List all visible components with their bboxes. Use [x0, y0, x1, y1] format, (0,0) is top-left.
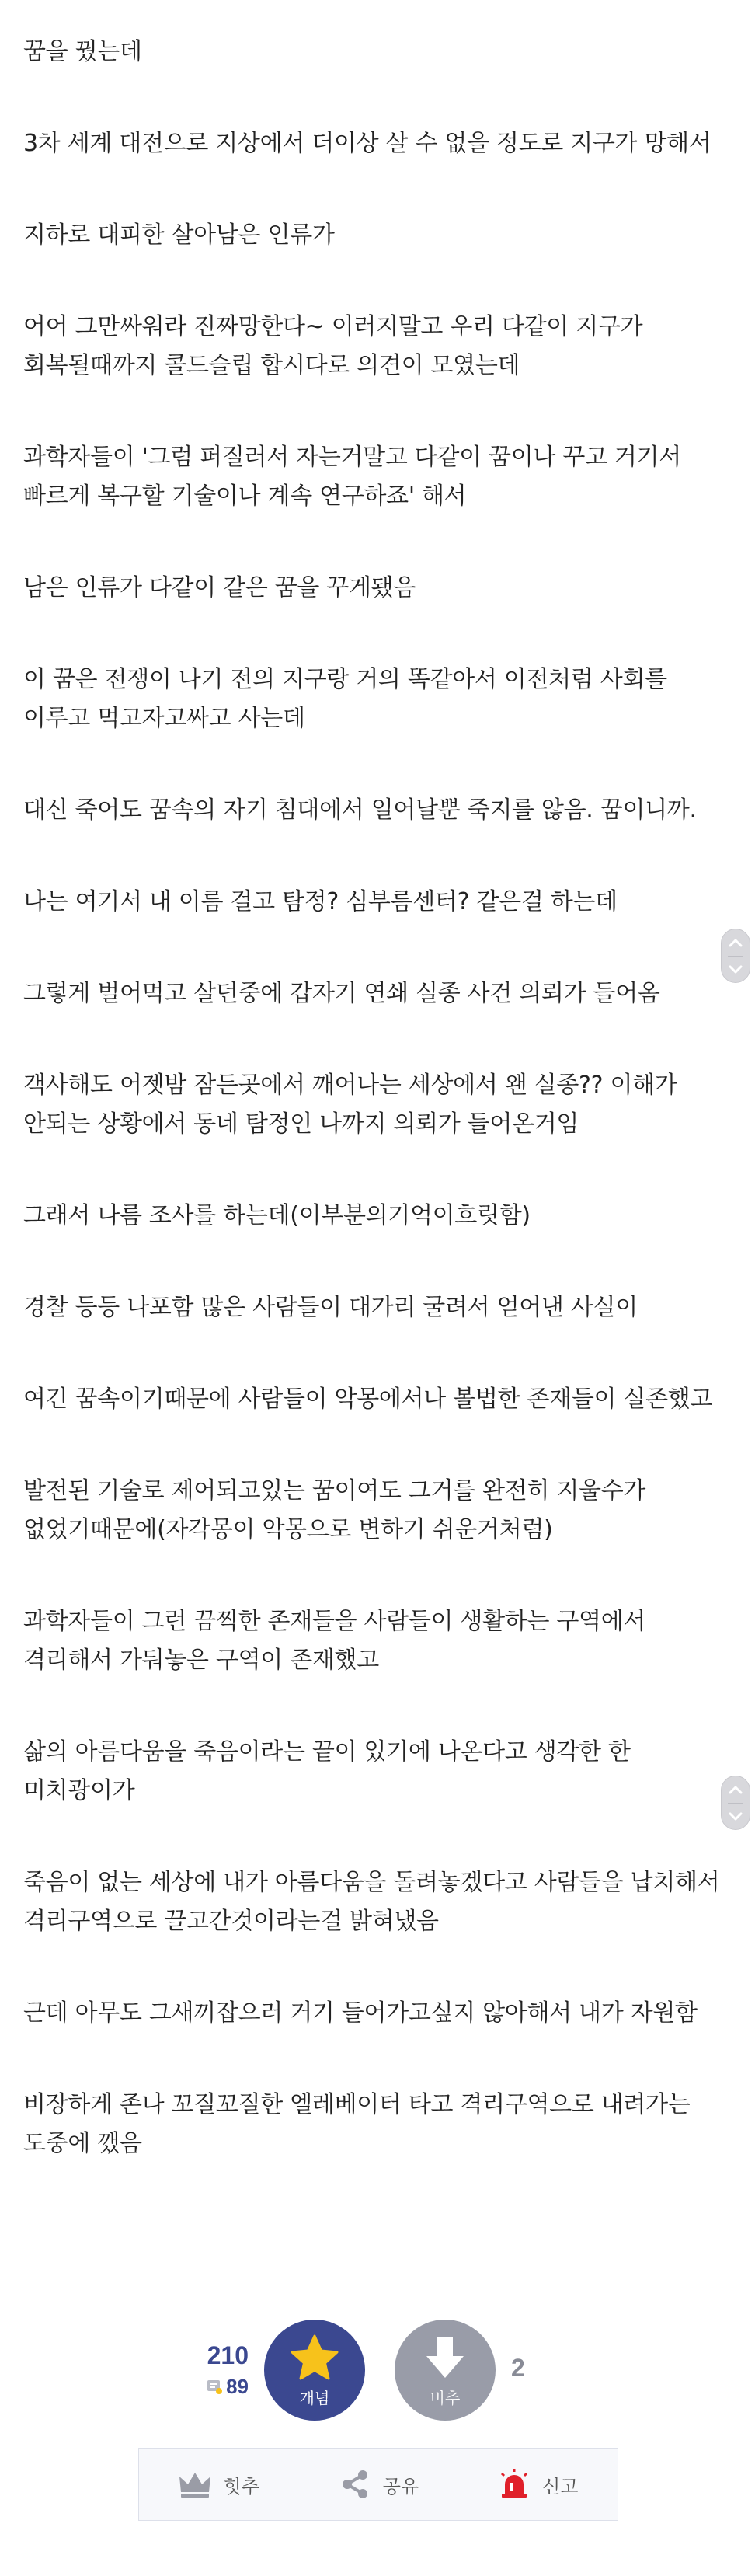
fixed-upvote-count: 89 [226, 2374, 249, 2398]
post-paragraph: 객사해도 어젯밤 잠든곳에서 깨어나는 세상에서 왠 실종?? 이해가 안되는 상황에서 동네 탐정인 나까지 의뢰가 들어온거임 [23, 1072, 677, 1138]
post-paragraph: 삶의 아름다움을 죽음이라는 끝이 있기에 나온다고 생각한 한 미치광이가 [23, 1738, 631, 1804]
hit-recommend-button[interactable] [178, 2469, 259, 2500]
downvote-button[interactable] [395, 2320, 496, 2421]
post-body [23, 33, 730, 2216]
post-paragraph: 어어 그만싸워라 진짜망한다~ 이러지말고 우리 다같이 지구가 회복될때까지 콜드슬립 합시다로 의견이 모였는데 [23, 313, 643, 379]
post-paragraph: 대신 죽어도 꿈속의 자기 침대에서 일어날뿐 죽지를 않음. 꿈이니까. [23, 797, 697, 824]
post-paragraph: 여긴 꿈속이기때문에 사람들이 악몽에서나 볼법한 존재들이 실존했고 [23, 1386, 713, 1413]
chevron-up-icon[interactable] [725, 933, 746, 953]
fixed-upvote [190, 2374, 249, 2399]
scroll-up-down-button[interactable] [721, 1776, 750, 1830]
post-paragraph: 발전된 기술로 제어되고있는 꿈이여도 그거를 완전히 지울수가 없었기때문에(자각몽이 악몽으로 변하기 쉬운거처럼) [23, 1477, 646, 1543]
post-action-bar [138, 2448, 618, 2521]
post-paragraph: 과학자들이 그런 끔찍한 존재들을 사람들이 생활하는 구역에서 격리해서 가둬놓은 구역이 존재했고 [23, 1608, 646, 1674]
post-paragraph: 죽음이 없는 세상에 내가 아름다움을 돌려놓겠다고 사람들을 납치해서 격리구역으로 끌고간것이라는걸 밝혀냈음 [23, 1869, 720, 1935]
post-paragraph: 그래서 나름 조사를 하는데(이부분의기억이흐릿함) [23, 1202, 531, 1229]
report-button[interactable] [497, 2469, 578, 2500]
scroll-up-down-button[interactable] [721, 929, 750, 983]
post-paragraph: 근데 아무도 그새끼잡으러 거기 들어가고싶지 않아해서 내가 자원함 [23, 1999, 698, 2027]
upvote-button[interactable] [264, 2320, 365, 2421]
post-paragraph: 이 꿈은 전쟁이 나기 전의 지구랑 거의 똑같아서 이전처럼 사회를 이루고 먹고자고싸고 사는데 [23, 666, 667, 732]
downvote-count: 2 [511, 2354, 525, 2382]
down-arrow-icon [420, 2333, 470, 2383]
post-paragraph: 비장하게 존나 꼬질꼬질한 엘레베이터 타고 격리구역으로 내려가는 도중에 깼음 [23, 2091, 691, 2157]
post-paragraph: 꿈을 꿨는데 [23, 38, 142, 65]
hit-recommend-label: 힛추 [223, 2475, 259, 2498]
post-paragraph: 그렇게 벌어먹고 살던중에 갑자기 연쇄 실종 사건 의뢰가 들어옴 [23, 980, 660, 1007]
upvote-label: 개념 [299, 2388, 330, 2407]
downvote-label: 비추 [430, 2388, 461, 2407]
post-paragraph: 과학자들이 '그럼 퍼질러서 자는거말고 다같이 꿈이나 꾸고 거기서 빠르게 복구할 기술이나 계속 연구하죠' 해서 [23, 444, 681, 510]
post-paragraph: 남은 인류가 다같이 같은 꿈을 꾸게됐음 [23, 574, 416, 601]
chevron-up-icon[interactable] [725, 1780, 746, 1800]
chevron-down-icon[interactable] [725, 959, 746, 979]
vote-area [186, 2320, 575, 2421]
post-paragraph: 3차 세계 대전으로 지상에서 더이상 살 수 없을 정도로 지구가 망해서 [23, 130, 712, 157]
post-paragraph: 지하로 대피한 살아남은 인류가 [23, 221, 335, 249]
share-icon [338, 2469, 372, 2500]
upvote-count: 210 [207, 2341, 249, 2369]
share-button[interactable] [338, 2469, 419, 2500]
share-label: 공유 [382, 2475, 419, 2498]
star-icon [290, 2333, 339, 2383]
report-label: 신고 [542, 2475, 579, 2498]
scroll-divider [728, 956, 743, 957]
scroll-divider [728, 1803, 743, 1804]
post-paragraph: 경찰 등등 나포함 많은 사람들이 대가리 굴려서 얻어낸 사실이 [23, 1294, 638, 1321]
chevron-down-icon[interactable] [725, 1806, 746, 1826]
siren-icon [497, 2469, 531, 2500]
fixed-comment-icon [206, 2378, 223, 2395]
crown-icon [178, 2469, 212, 2500]
post-paragraph: 나는 여기서 내 이름 걸고 탐정? 심부름센터? 같은걸 하는데 [23, 888, 618, 915]
